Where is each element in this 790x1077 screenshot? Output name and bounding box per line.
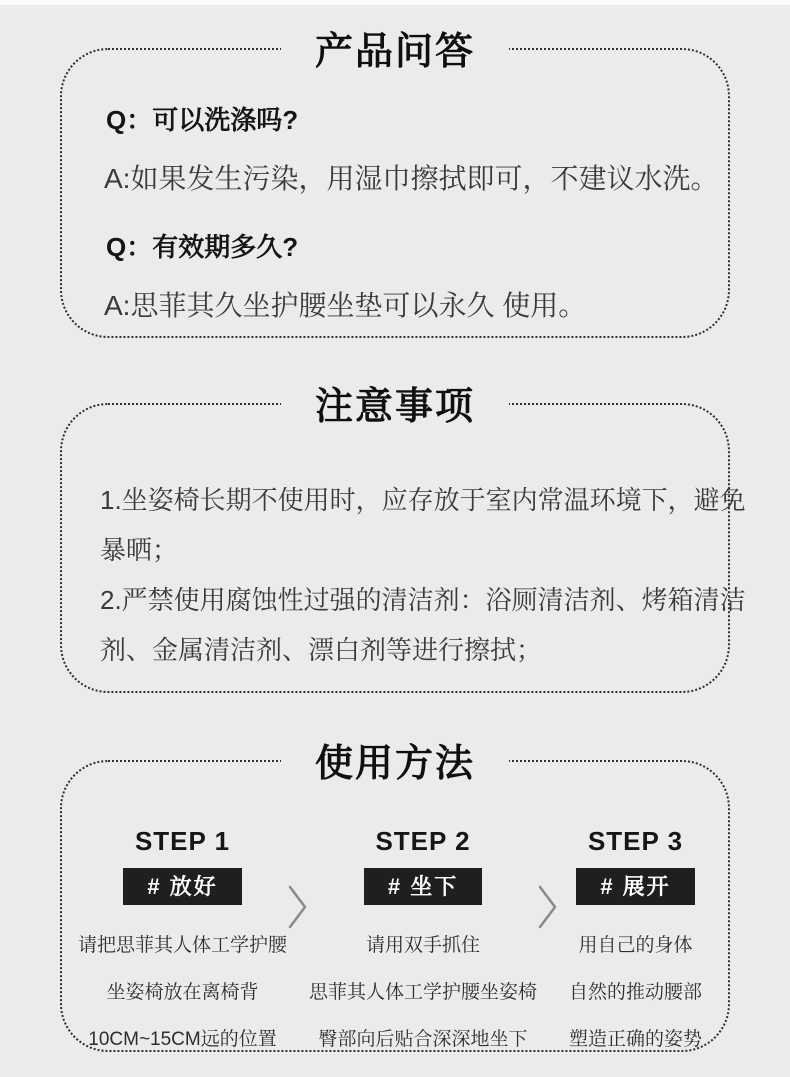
step-desc-line: 思菲其人体工学护腰坐姿椅 xyxy=(309,982,538,1003)
qa-answer: A:如果发生污染，用湿巾擦拭即可，不建议水洗。 xyxy=(104,163,719,194)
note-line: 剂、金属清洁剂、漂白剂等进行擦拭； xyxy=(100,635,543,665)
usage-title: 使用方法 xyxy=(281,732,509,787)
step-description xyxy=(559,922,712,1063)
product-qa-panel xyxy=(60,30,730,338)
step-label: STEP 2 xyxy=(375,826,471,856)
usage-body xyxy=(62,762,728,1063)
chevron-right-icon xyxy=(537,884,559,935)
step-column-1 xyxy=(78,826,287,1063)
step-label: STEP 1 xyxy=(134,826,231,856)
step-column-3 xyxy=(559,826,712,1063)
step-description xyxy=(309,922,537,1063)
step-description xyxy=(78,922,287,1063)
step-desc-line: 请把思菲其人体工学护腰 xyxy=(78,935,288,956)
note-line: 2.严禁使用腐蚀性过强的清洁剂：浴厕清洁剂、烤箱清洁 xyxy=(100,585,746,615)
precautions-title: 注意事项 xyxy=(281,375,509,430)
step-desc-line: 请用双手抓住 xyxy=(366,935,481,956)
step-badge: # 放好 xyxy=(123,868,241,905)
precautions-body xyxy=(62,405,746,675)
note-line: 1.坐姿椅长期不使用时，应存放于室内常温环境下，避免 xyxy=(100,485,746,515)
step-desc-line: 用自己的身体 xyxy=(578,935,693,956)
step-badge: # 坐下 xyxy=(364,868,482,905)
top-divider xyxy=(0,0,790,5)
step-desc-line: 自然的推动腰部 xyxy=(569,982,703,1003)
precautions-panel xyxy=(60,385,746,693)
step-desc-line: 臀部向后贴合深深地坐下 xyxy=(318,1029,528,1050)
product-qa-body xyxy=(62,50,728,324)
step-column-2 xyxy=(309,826,537,1063)
qa-question: Q：可以洗涤吗? xyxy=(106,105,299,135)
step-desc-line: 10CM~15CM远的位置 xyxy=(88,1029,277,1050)
note-line: 暴晒； xyxy=(100,535,179,565)
product-qa-title: 产品问答 xyxy=(281,20,509,75)
step-desc-line: 坐姿椅放在离椅背 xyxy=(106,982,259,1003)
step-desc-line: 塑造正确的姿势 xyxy=(569,1029,703,1050)
step-badge: # 展开 xyxy=(576,868,694,905)
qa-question: Q：有效期多久? xyxy=(106,232,299,262)
usage-panel xyxy=(60,742,730,1052)
step-label: STEP 3 xyxy=(587,826,684,856)
chevron-right-icon xyxy=(287,884,309,935)
steps-row xyxy=(78,826,712,1063)
qa-answer: A:思菲其久坐护腰坐垫可以永久 使用。 xyxy=(104,290,587,321)
